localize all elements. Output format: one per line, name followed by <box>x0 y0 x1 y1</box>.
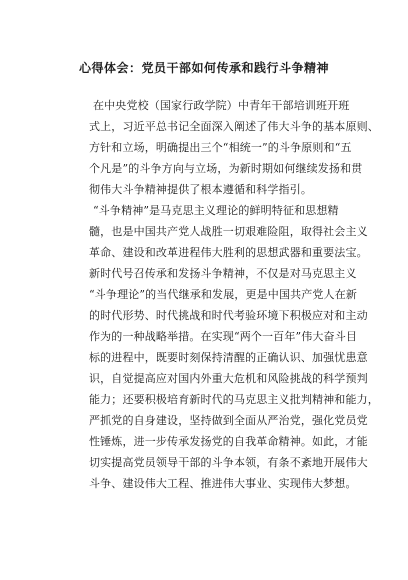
paragraph-2-line-5: “斗争理论”的当代继承和发展，更是中国共产党人在新 <box>89 288 357 301</box>
paragraph-2-line-10: 能力；还要积极培育新时代的马克思主义批判精神和能力， <box>89 393 379 406</box>
paragraph-2-line-8: 标的进程中，既要时刻保持清醒的正确认识、加强忧患意 <box>89 351 368 364</box>
paragraph-2-line-9: 识，自觉提高应对国内外重大危机和风险挑战的科学预判 <box>89 372 368 385</box>
paragraph-2-line-13: 切实提高党员领导干部的斗争本领，有条不紊地开展伟大 <box>89 456 368 469</box>
paragraph-1-line-3: 方针和立场，明确提出三个“相统一”的斗争原则和“五 <box>89 141 352 154</box>
paragraph-1-line-2: 式上，习近平总书记全面深入阐述了伟大斗争的基本原则、 <box>89 120 379 133</box>
document-body <box>89 95 379 494</box>
paragraph-2-line-3: 革命、建设和改革进程伟大胜利的思想武器和重要法宝。 <box>89 246 368 259</box>
paragraph-2-line-4: 新时代号召传承和发扬斗争精神，不仅是对马克思主义 <box>89 267 357 280</box>
paragraph-2-line-11: 严抓党的自身建设，坚持做到全面从严治党，强化党员党 <box>89 414 368 427</box>
paragraph-2-line-12: 性锤炼，进一步传承发扬党的自我革命精神。如此，才能 <box>89 435 368 448</box>
paragraph-2-line-1: “斗争精神”是马克思主义理论的鲜明特征和思想精 <box>93 204 339 217</box>
paragraph-2-line-2: 髓，也是中国共产党人战胜一切艰难险阻，取得社会主义 <box>89 225 368 238</box>
paragraph-1-line-5: 彻伟大斗争精神提供了根本遵循和科学指引。 <box>89 183 312 196</box>
paragraph-2-line-14: 斗争、建设伟大工程、推进伟大事业、实现伟大梦想。 <box>89 477 357 490</box>
paragraph-2-line-6: 的时代形势、时代挑战和时代考验环境下积极应对和主动 <box>89 309 368 322</box>
paragraph-1-line-1: 在中央党校（国家行政学院）中青年干部培训班开班 <box>93 99 350 112</box>
paragraph-2-line-7: 作为的一种战略举措。在实现“两个一百年”伟大奋斗目 <box>89 330 357 343</box>
document-title: 心得体会：党员干部如何传承和践行斗争精神 <box>78 61 329 75</box>
paragraph-1-line-4: 个凡是”的斗争方向与立场，为新时期如何继续发扬和贯 <box>89 162 363 175</box>
